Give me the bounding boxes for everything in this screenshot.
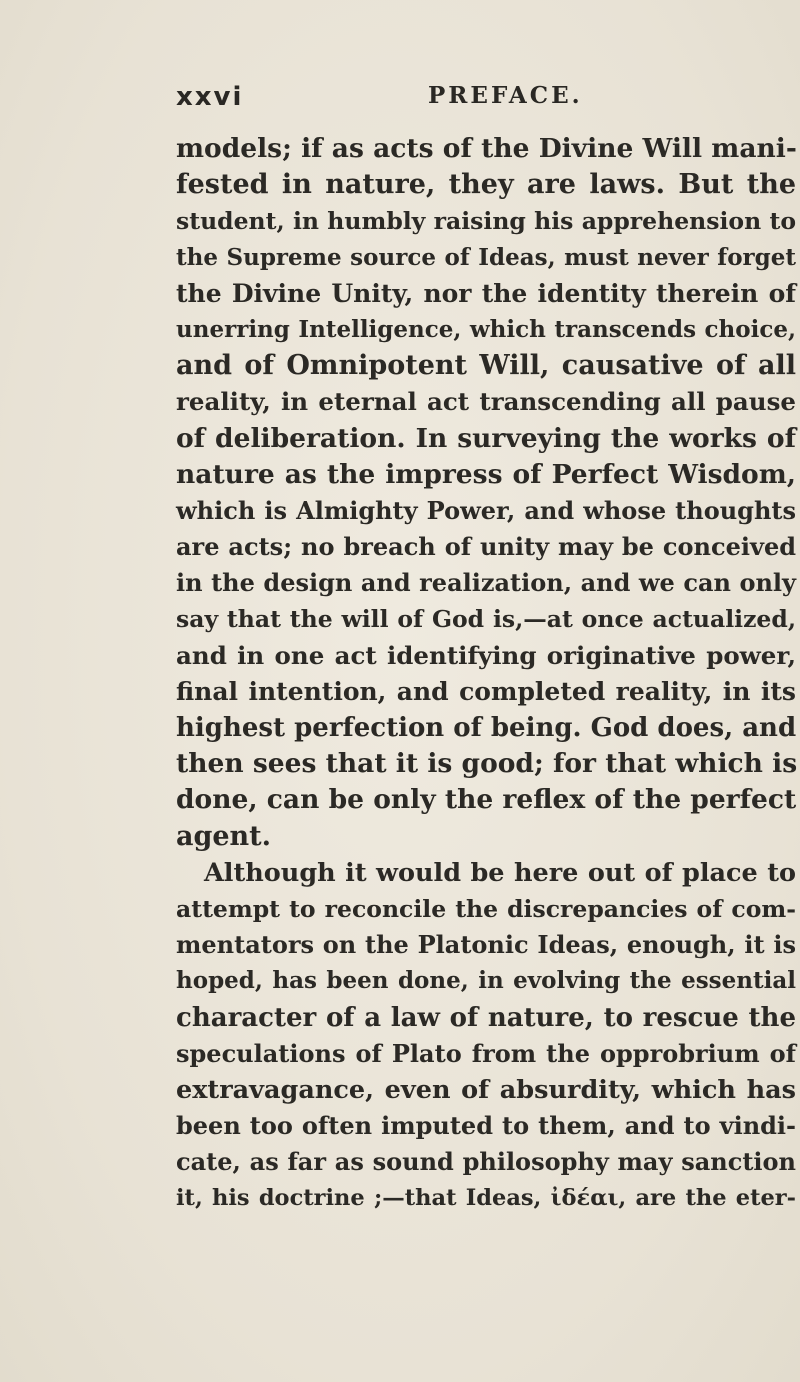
text-line: speculations of Plato from the opprobrium of	[176, 1038, 796, 1068]
text-line: hoped, has been done, in evolving the essential	[176, 967, 796, 995]
running-title: PREFACE.	[428, 82, 583, 109]
text-line: are acts; no breach of unity may be conceived	[176, 532, 796, 562]
text-line: highest perfection of being. God does, and	[176, 713, 797, 743]
text-line: been too often imputed to them, and to vindi-	[176, 1111, 796, 1141]
text-line: unerring Intelligence, which transcends choice,	[176, 315, 796, 343]
text-line: done, can be only the reflex of the perfect	[176, 784, 797, 816]
text-line: fested in nature, they are laws. But the	[176, 169, 796, 201]
text-line: the Divine Unity, nor the identity therein of	[176, 278, 796, 308]
running-head	[176, 78, 736, 118]
text-line: nature as the impress of Perfect Wisdom,	[176, 458, 796, 490]
text-line: reality, in eternal act transcending all pause	[176, 387, 796, 417]
text-line: and of Omnipotent Will, causative of all	[176, 350, 796, 382]
text-line: attempt to reconcile the discrepancies of com-	[176, 894, 796, 923]
paragraph-end-line: agent.	[176, 820, 272, 852]
text-line: it, his doctrine ;—that Ideas, ἰδέαι, are the eter-	[176, 1185, 796, 1212]
text-line: which is Almighty Power, and whose thoughts	[176, 495, 796, 525]
text-line: mentators on the Platonic Ideas, enough, it is	[176, 930, 796, 960]
text-line: then sees that it is good; for that which is	[176, 748, 798, 780]
paragraph-start-line: Although it would be here out of place to	[204, 857, 796, 888]
text-line: cate, as far as sound philosophy may sanction	[176, 1147, 796, 1177]
text-line: models; if as acts of the Divine Will mani-	[176, 133, 797, 164]
body-text	[176, 131, 796, 1217]
text-line: character of a law of nature, to rescue the	[176, 1002, 796, 1033]
text-line: and in one act identifying originative power,	[176, 640, 796, 670]
text-line: say that the will of God is,—at once actualized,	[176, 605, 796, 634]
page-number: xxvi	[176, 82, 244, 112]
text-line: final intention, and completed reality, in its	[176, 676, 796, 706]
text-line: the Supreme source of Ideas, must never forget	[176, 243, 796, 271]
text-line: student, in humbly raising his apprehension to	[176, 207, 796, 236]
text-line: extravagance, even of absurdity, which has	[176, 1074, 796, 1105]
text-line: in the design and realization, and we can only	[176, 568, 796, 598]
text-line: of deliberation. In surveying the works of	[176, 422, 796, 454]
